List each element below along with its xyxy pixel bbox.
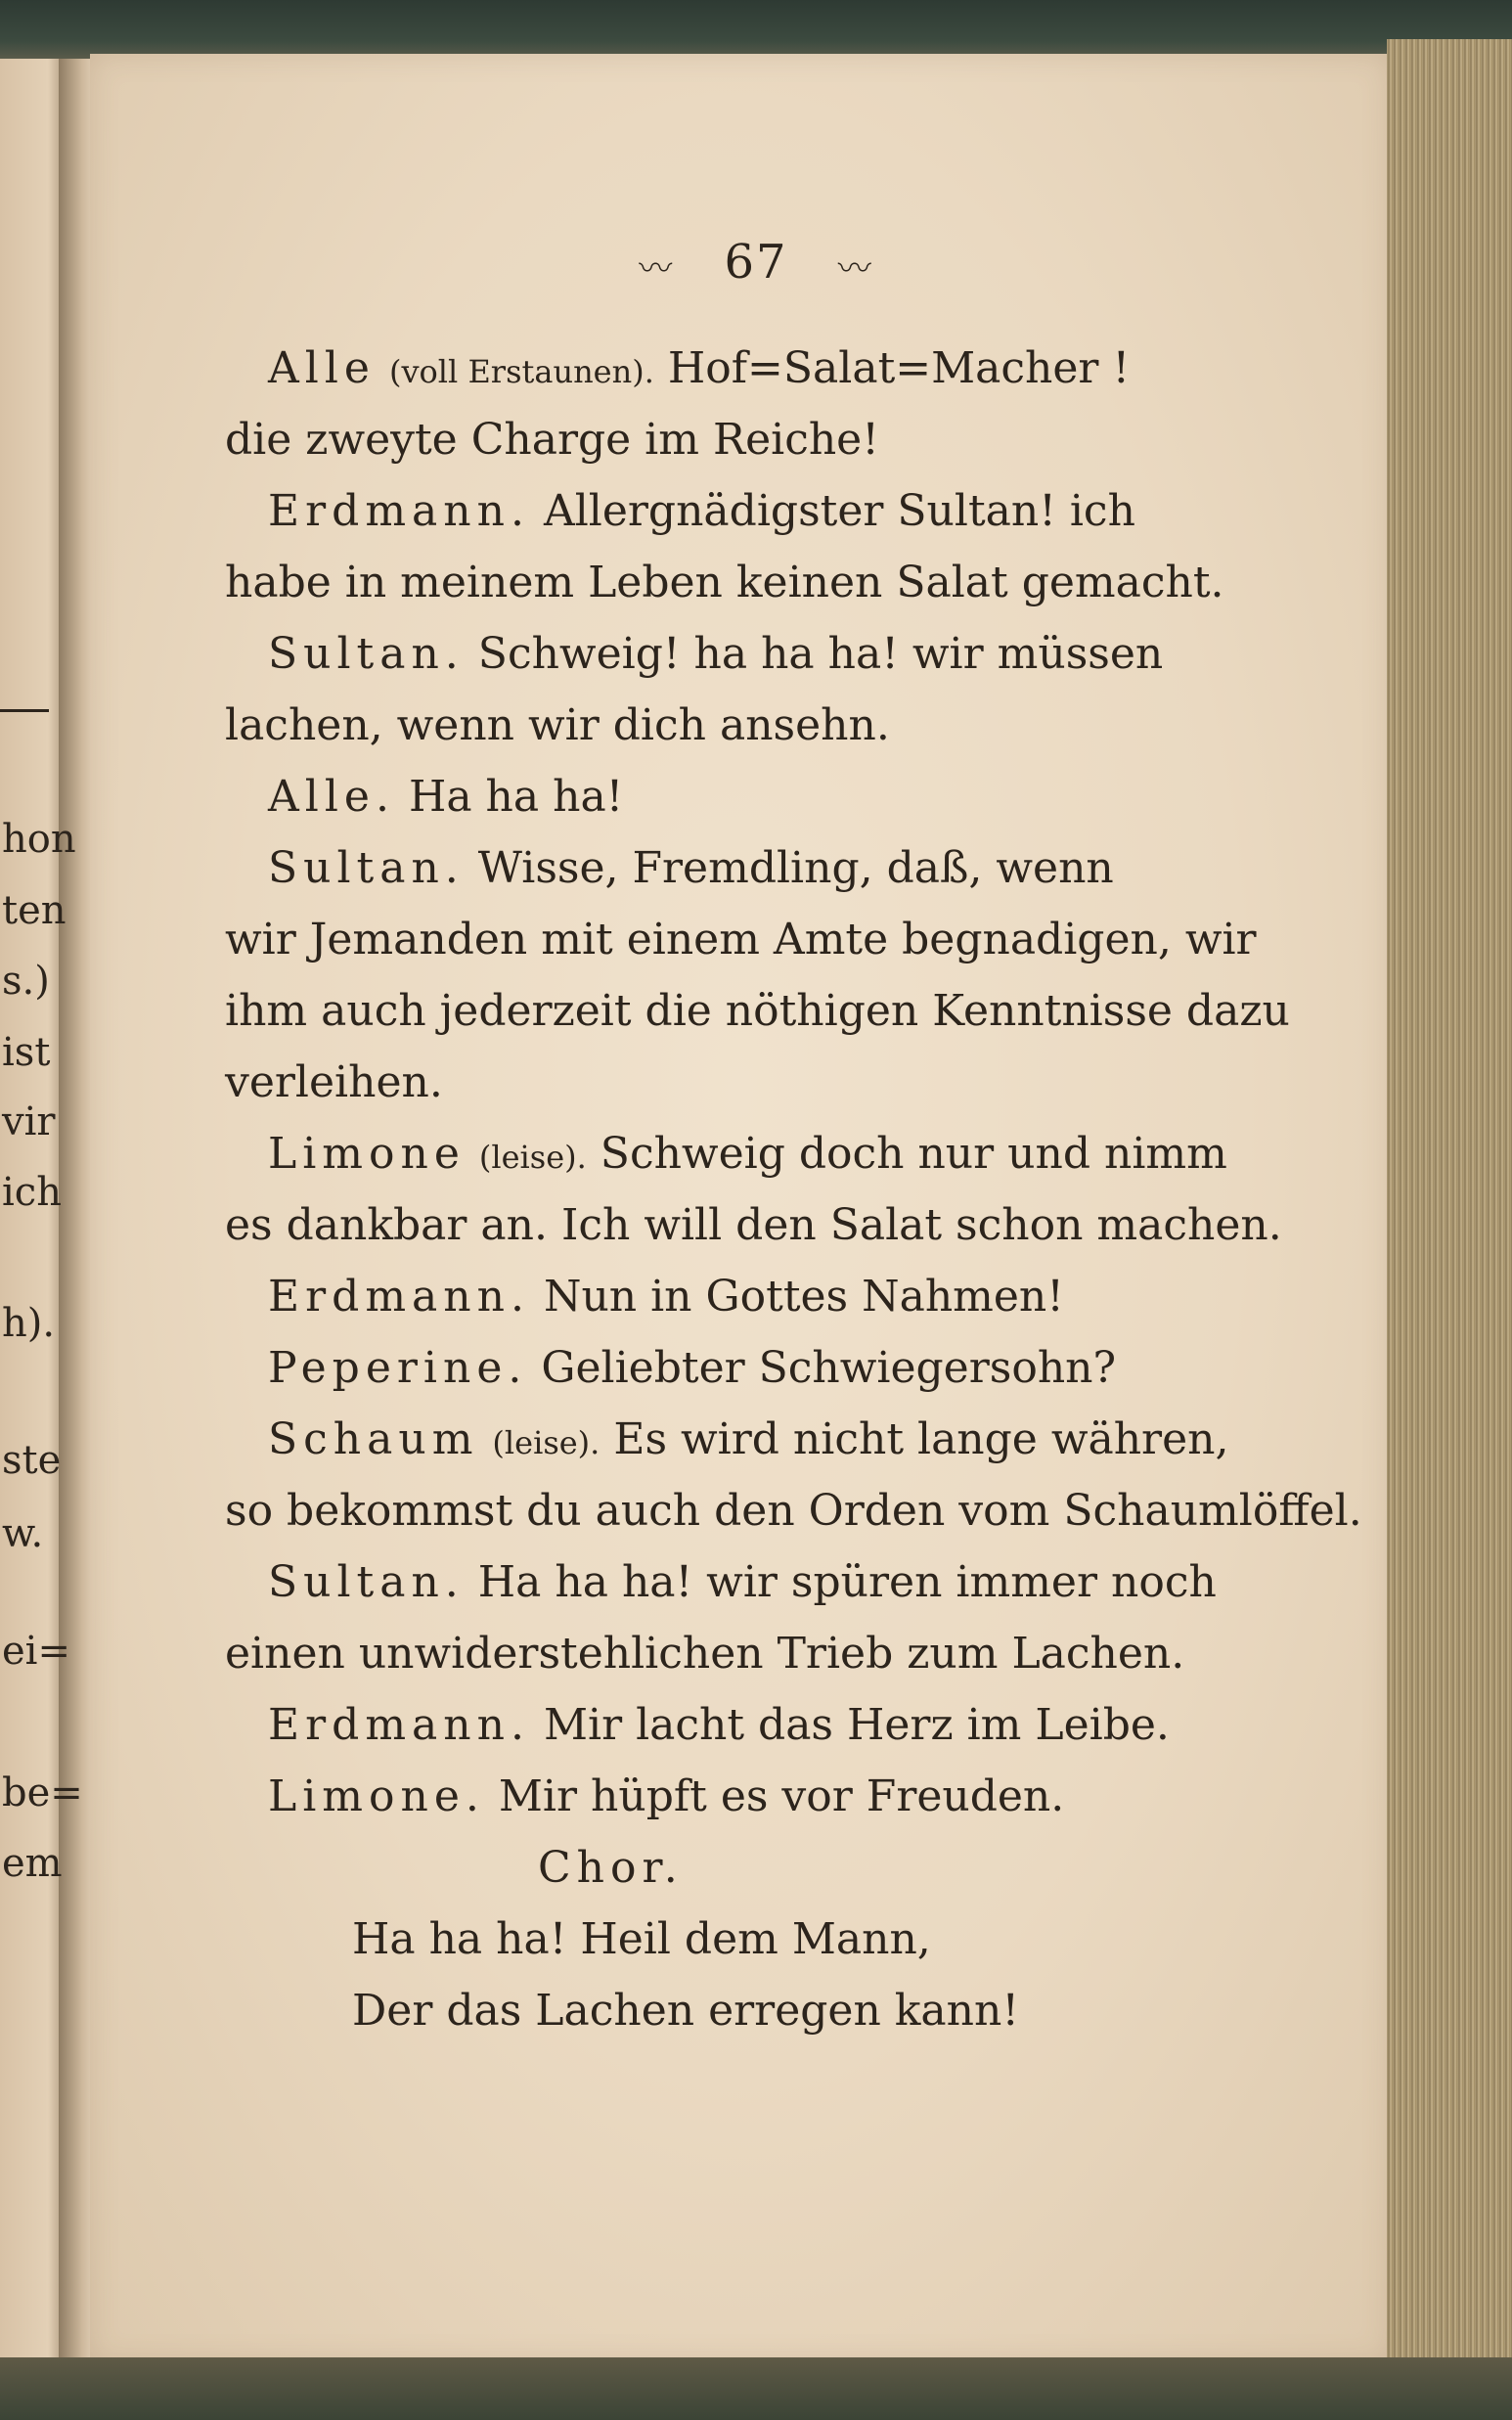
line-text: Allergnädigster Sultan! ich — [543, 486, 1135, 536]
text-line — [225, 1475, 1362, 1546]
line-text: Ha ha ha! — [408, 772, 624, 822]
header-ornament-right: 〰 — [837, 249, 873, 289]
text-line — [225, 1761, 1286, 1832]
text-line — [225, 404, 1286, 475]
text-line — [225, 690, 1286, 761]
chorus-verse: Ha ha ha! Heil dem Mann, — [352, 1914, 931, 1964]
text-line — [225, 618, 1286, 690]
left-fragment: ten — [2, 888, 67, 933]
text-line — [225, 904, 1286, 975]
chorus-verse: Der das Lachen erregen kann! — [352, 1986, 1020, 2036]
line-text: Mir lacht das Herz im Leibe. — [543, 1700, 1170, 1750]
line-text: Nun in Gottes Nahmen! — [543, 1272, 1064, 1322]
page-header — [0, 235, 1512, 290]
text-line — [225, 1332, 1286, 1404]
text-line — [225, 1404, 1286, 1475]
left-fragment: hon — [2, 817, 76, 862]
stage-direction: (leise). — [478, 1139, 587, 1176]
left-page-text-fragments — [0, 0, 83, 2420]
text-line — [225, 761, 1286, 832]
left-fragment: em — [2, 1841, 63, 1886]
line-text: Es wird nicht lange währen, — [613, 1414, 1229, 1464]
line-text: Ha ha ha! wir spüren immer noch — [477, 1557, 1217, 1607]
left-fragment: ich — [2, 1170, 62, 1215]
text-line — [225, 1618, 1286, 1689]
page-stack-edge — [1387, 39, 1512, 2367]
speaker-name: Sultan. — [268, 843, 465, 893]
chorus-heading: Chor. — [538, 1843, 684, 1893]
text-line — [225, 1189, 1286, 1261]
line-text: lachen, wenn wir dich ansehn. — [225, 700, 890, 750]
text-line — [225, 975, 1290, 1047]
stage-direction: (leise). — [492, 1424, 600, 1461]
speaker-name: Erdmann. — [268, 1272, 530, 1322]
line-text: Schweig doch nur und nimm — [600, 1129, 1227, 1179]
line-text: die zweyte Charge im Reiche! — [225, 415, 879, 465]
text-line — [225, 333, 1286, 404]
line-text: Mir hüpft es vor Freuden. — [498, 1771, 1065, 1821]
left-fragment: be= — [2, 1770, 83, 1815]
left-fragment: ei= — [2, 1629, 70, 1674]
book-cover-bottom-edge — [0, 2357, 1512, 2420]
left-fragment: ste — [2, 1438, 62, 1483]
text-line — [225, 1546, 1286, 1618]
line-text: verleihen. — [225, 1057, 443, 1107]
stage-direction: (voll Erstaunen). — [388, 353, 654, 390]
page-number: 67 — [724, 235, 788, 290]
left-fragment: ist — [2, 1030, 51, 1075]
speaker-name: Sultan. — [268, 1557, 465, 1607]
left-page-rule — [0, 709, 49, 712]
line-text: so bekommst du auch den Orden vom Schaumlöffel. — [225, 1486, 1362, 1536]
text-line — [225, 1118, 1286, 1189]
text-line — [225, 475, 1286, 547]
speaker-name: Peperine. — [268, 1343, 528, 1393]
left-fragment: vir — [2, 1099, 56, 1144]
speaker-name: Schaum — [268, 1414, 479, 1464]
left-fragment: s.) — [2, 959, 50, 1004]
speaker-name: Alle — [268, 343, 376, 393]
speaker-name: Erdmann. — [268, 1700, 530, 1750]
line-text: Wisse, Fremdling, daß, wenn — [477, 843, 1114, 893]
speaker-name: Limone — [268, 1129, 466, 1179]
line-text: einen unwiderstehlichen Trieb zum Lachen. — [225, 1629, 1185, 1679]
speaker-name: Limone. — [268, 1771, 485, 1821]
text-line — [225, 832, 1286, 904]
line-text: Schweig! ha ha ha! wir müssen — [477, 629, 1164, 679]
left-fragment: h). — [2, 1301, 56, 1346]
line-text: habe in meinem Leben keinen Salat gemacht. — [225, 558, 1224, 607]
text-line — [225, 1689, 1286, 1761]
line-text: wir Jemanden mit einem Amte begnadigen, wir — [225, 915, 1257, 964]
header-ornament-left: 〰 — [639, 249, 675, 289]
speaker-name: Erdmann. — [268, 486, 530, 536]
speaker-name: Sultan. — [268, 629, 465, 679]
line-text: ihm auch jederzeit die nöthigen Kenntnisse dazu — [225, 986, 1290, 1036]
text-line — [225, 547, 1286, 618]
line-text: Geliebter Schwiegersohn? — [541, 1343, 1117, 1393]
text-line — [225, 1261, 1286, 1332]
left-fragment: w. — [2, 1511, 44, 1556]
speaker-name: Alle. — [268, 772, 395, 822]
line-text: es dankbar an. Ich will den Salat schon machen. — [225, 1200, 1282, 1250]
text-line — [225, 1047, 1286, 1118]
line-text: Hof=Salat=Macher ! — [667, 343, 1131, 393]
play-text — [225, 333, 1362, 2046]
